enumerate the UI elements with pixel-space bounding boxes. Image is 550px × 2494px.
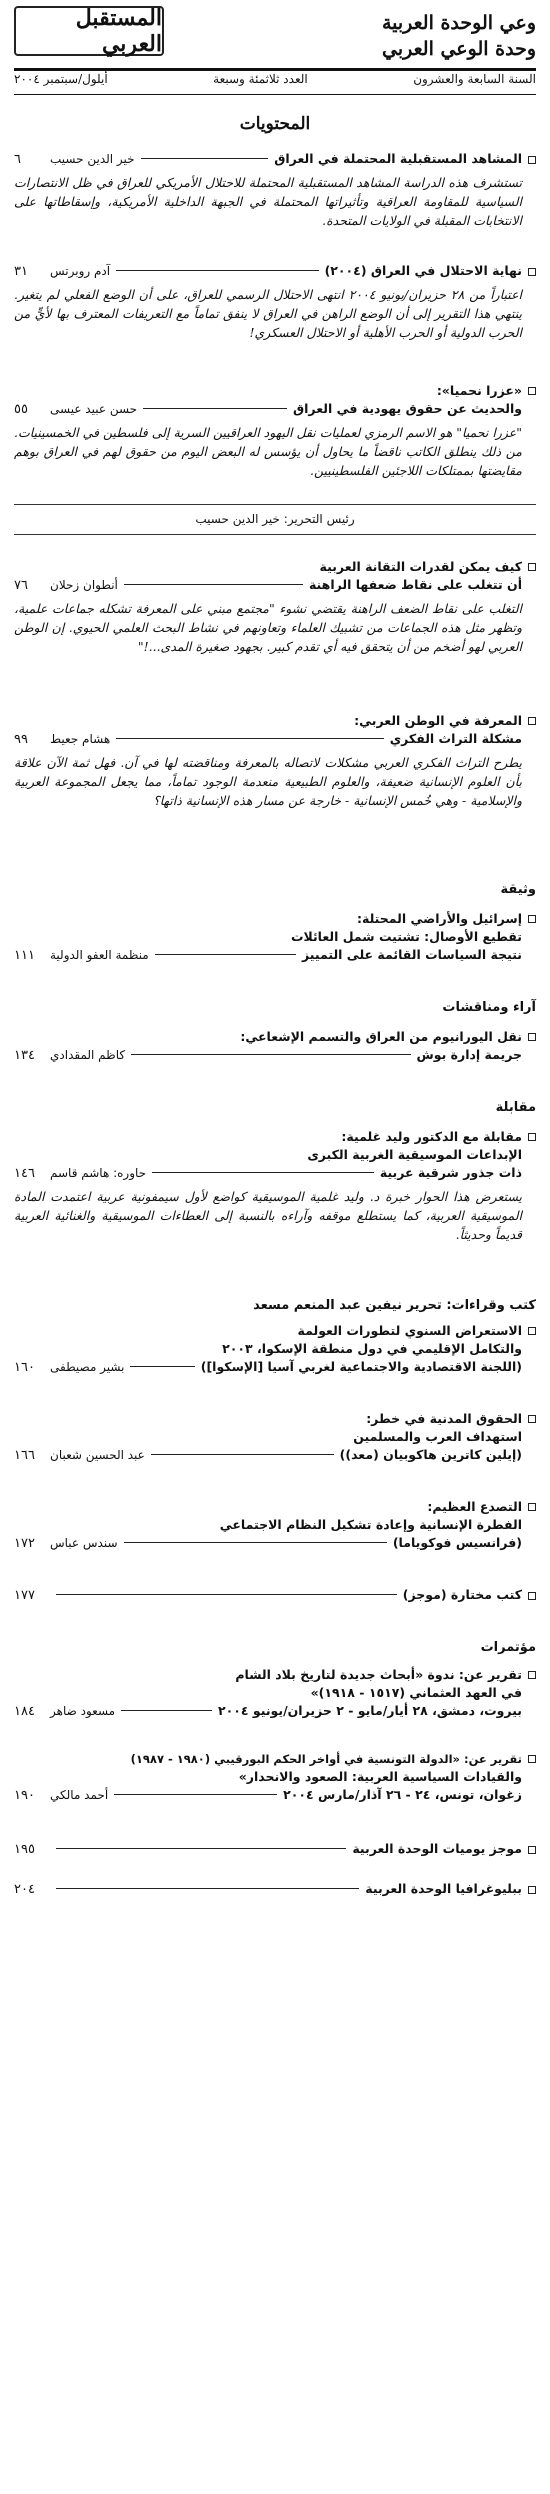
slogan xyxy=(382,10,536,62)
toc-entry[interactable] xyxy=(14,1498,536,1553)
toc-entry[interactable] xyxy=(14,1750,536,1805)
entry-author: عبد الحسين شعبان xyxy=(50,1448,145,1462)
entry-page: ١٧٧ xyxy=(14,1588,35,1603)
entry-page: ١٩٠ xyxy=(14,1788,35,1803)
entry-subtitle: ذات جذور شرقية عربية xyxy=(379,1165,522,1180)
bullet-box-icon xyxy=(528,1846,536,1854)
leader-line xyxy=(143,408,287,409)
entry-title: ببليوغرافيا الوحدة العربية xyxy=(365,1881,522,1896)
entry-abstract: اعتباراً من ٢٨ حزيران/يونيو ٢٠٠٤ انتهى الاحتلال الرسمي للعراق، على أن الوضع الفعلي لم يتغير. ينتهي هذا التقرير إلى أن الوضع الراهن في العراق لا ينفق تماماً مع التعريفات المعترف بها لأيٍّ من الحرب الدولية أو الحرب الأهلية أو الاحتلال العسكري! xyxy=(14,287,523,340)
toc-entry[interactable] xyxy=(14,1840,536,1859)
leader-line xyxy=(124,584,303,585)
entry-author: منظمة العفو الدولية xyxy=(50,948,149,962)
section-heading-conferences: مؤتمرات xyxy=(480,1640,536,1655)
journal-logo: المستقبل العربي xyxy=(14,6,164,56)
leader-line xyxy=(56,1594,397,1595)
entry-title: تقرير عن: «الدولة التونسية في أواخر الحكم البورقيبي (١٩٨٠ - ١٩٨٧) xyxy=(130,1752,522,1766)
toc-entry[interactable] xyxy=(14,382,536,480)
toc-entry[interactable] xyxy=(14,262,536,342)
entry-title: المشاهد المستقبلية المحتملة في العراق xyxy=(274,151,522,166)
bullet-box-icon xyxy=(528,1592,536,1600)
entry-page: ١٩٥ xyxy=(14,1842,35,1857)
entry-page: ١٤٦ xyxy=(14,1166,35,1181)
entry-page: ١٣٤ xyxy=(14,1048,35,1063)
entry-abstract: يستعرض هذا الحوار خبرة د. وليد غلمية الموسيقية كواضع لأول سيمفونية عربية اعتمدت المادة الموسيقية العربية، كما يستطلع موقفه وآراءه بالنسبة إلى العطاءات الموسيقية والغنائية العربية قديماً وحديثاً. xyxy=(14,1189,522,1242)
entry-subtitle: جريمة إدارة بوش xyxy=(416,1047,522,1062)
toc-entry[interactable] xyxy=(14,1128,536,1244)
divider xyxy=(14,534,536,535)
entry-title: إسرائيل والأراضي المحتلة: xyxy=(356,911,522,926)
entry-title: نقل اليورانيوم من العراق والتسمم الإشعاعي: xyxy=(240,1029,522,1044)
masthead xyxy=(14,6,536,68)
toc-entry[interactable] xyxy=(14,558,536,656)
entry-pretitle: «عزرا نحميا»: xyxy=(436,383,522,398)
entry-page: ١١١ xyxy=(14,948,35,963)
divider xyxy=(14,504,536,505)
issue-number: العدد ثلاثمئة وسبعة xyxy=(213,72,308,86)
entry-subtitle: بيروت، دمشق، ٢٨ أيار/مايو - ٢ حزيران/يونيو ٢٠٠٤ xyxy=(218,1703,522,1718)
entry-abstract: يطرح التراث الفكري العربي مشكلات لاتصاله بالمعرفة ومناقضته لها في آن. فهل ثمة الآن علاقة بأن العلوم الإنسانية ضعيفة، والعلوم الطبيعية منعدمة الوجود تماماً، مما يجعل المجموعة العربية والإسلامية - وهي خُمس الإنسانية - خارجة عن مسار هذه الإنسانية ذاتها؟ xyxy=(14,755,522,808)
bullet-box-icon xyxy=(528,1503,536,1511)
entry-subtitle: (إيلين كاترين هاكوبيان (معد)) xyxy=(339,1447,522,1462)
issue-year: السنة السابعة والعشرون xyxy=(413,72,536,86)
issue-info xyxy=(14,72,536,92)
bullet-box-icon xyxy=(528,717,536,725)
entry-page: ١٧٢ xyxy=(14,1536,35,1551)
toc-entry[interactable] xyxy=(14,1322,536,1377)
entry-author: خير الدين حسيب xyxy=(50,152,135,166)
leader-line xyxy=(116,738,384,739)
entry-author: بشير مصيطفى xyxy=(50,1360,125,1374)
entry-author: أحمد مالكي xyxy=(50,1788,109,1802)
entry-page: ٩٩ xyxy=(14,732,28,747)
entry-subtitle: والتكامل الإقليمي في دول منطقة الإسكوا، ٢٠٠٣ xyxy=(222,1341,522,1356)
entry-abstract: التغلب على نقاط الضعف الراهنة يقتضي نشوء "مجتمع مبني على المعرفة تشكله جماعات علمية، وتظهر مثل هذه الجماعات من تشبيك العلماء وتعاونهم في نشاط البحث العلمي الحيوي. إن الوطن العربي لهو أضخم من أن يتحقق فيه أي تقدم كبير. بجهود صغيرة المدى...!" xyxy=(14,601,522,654)
bullet-box-icon xyxy=(528,1033,536,1041)
leader-line xyxy=(56,1848,346,1849)
leader-line xyxy=(121,1710,212,1711)
toc-entry[interactable] xyxy=(14,1666,536,1721)
entry-page: ٢٠٤ xyxy=(14,1882,35,1897)
entry-page: ١٨٤ xyxy=(14,1704,35,1719)
section-heading-opinions: آراء ومناقشات xyxy=(442,1000,536,1015)
entry-subtitle: الإبداعات الموسيقية الغربية الكبرى xyxy=(307,1147,522,1162)
entry-abstract: تستشرف هذه الدراسة المشاهد المستقبلية المحتملة للاحتلال الأمريكي للعراق في ظل الانتصارات السياسية للمقاومة العراقية وتأثيراتها المحتملة في الجبهة الداخلية الأمريكية، وإسقاطاتها على الانتخابات المقبلة في الولايات المتحدة. xyxy=(14,175,522,228)
entry-subtitle: نتيجة السياسات القائمة على التمييز xyxy=(302,947,522,962)
entry-subtitle: (فرانسيس فوكوياما) xyxy=(392,1535,522,1550)
toc-entry[interactable] xyxy=(14,1880,536,1899)
toc-entry[interactable] xyxy=(14,150,536,230)
entry-title: الحقوق المدنية في خطر: xyxy=(366,1411,522,1426)
leader-line xyxy=(155,954,296,955)
entry-author: كاظم المقدادي xyxy=(50,1048,126,1062)
entry-page: ٥٥ xyxy=(14,402,28,417)
entry-title: التصدع العظيم: xyxy=(427,1499,522,1514)
entry-page: ١٦٦ xyxy=(14,1448,35,1463)
section-heading-document: وثيقة xyxy=(500,882,536,897)
toc-entry[interactable] xyxy=(14,910,536,965)
entry-subtitle: الفطرة الإنسانية وإعادة تشكيل النظام الاجتماعي xyxy=(219,1517,522,1532)
entry-title: الاستعراض السنوي لتطورات العولمة xyxy=(297,1323,522,1338)
editor-line: رئيس التحرير: خير الدين حسيب xyxy=(195,512,355,526)
entry-title: نهاية الاحتلال في العراق (٢٠٠٤) xyxy=(324,263,522,278)
bullet-box-icon xyxy=(528,1886,536,1894)
entry-page: ١٦٠ xyxy=(14,1360,35,1375)
entry-title: موجز يوميات الوحدة العربية xyxy=(352,1841,522,1856)
entry-author: آدم روبرتس xyxy=(50,264,111,278)
slogan-line-1: وعي الوحدة العربية xyxy=(381,12,536,34)
leader-line xyxy=(152,1172,374,1173)
entry-author: هشام جعيط xyxy=(50,732,111,746)
leader-line xyxy=(116,270,318,271)
bullet-box-icon xyxy=(528,268,536,276)
toc-entry[interactable] xyxy=(14,1410,536,1465)
entry-subtitle: زغوان، تونس، ٢٤ - ٢٦ آذار/مارس ٢٠٠٤ xyxy=(283,1787,522,1802)
entry-page: ٦ xyxy=(14,152,21,167)
bullet-box-icon xyxy=(528,1327,536,1335)
toc-entry[interactable] xyxy=(14,1028,536,1065)
leader-line xyxy=(56,1888,359,1889)
contents-title: المحتويات xyxy=(239,114,311,134)
entry-subtitle: أن تتغلب على نقاط ضعفها الراهنة xyxy=(308,577,522,592)
slogan-line-2: وحدة الوعي العربي xyxy=(382,38,536,60)
entry-page: ٣١ xyxy=(14,264,28,279)
entry-title: والحديث عن حقوق يهودية في العراق xyxy=(292,401,522,416)
entry-title: تقرير عن: ندوة «أبحاث جديدة لتاريخ بلاد الشام xyxy=(235,1667,522,1682)
entry-page: ٧٦ xyxy=(14,578,28,593)
issue-rule xyxy=(14,94,536,95)
entry-author: مسعود ضاهر xyxy=(50,1704,116,1718)
section-heading-books: كتب وقراءات: تحرير نيفين عبد المنعم مسعد xyxy=(253,1298,536,1313)
bullet-box-icon xyxy=(528,156,536,164)
section-heading-interview: مقابلة xyxy=(495,1100,536,1115)
entry-subtitle: في العهد العثماني (١٥١٧ - ١٩١٨)» xyxy=(310,1685,522,1700)
entry-abstract: "عزرا نحميا" هو الاسم الرمزي لعمليات نقل اليهود العراقيين السرية إلى فلسطين في الخمسينيات. من ذلك ينطلق الكاتب ناقضاً ما يحاول أن يؤسس له البعض اليوم من حقوق لهم في العراق بوهم مقايضتها بممتلكات اللاجئين الفلسطينيين. xyxy=(14,425,522,478)
entry-author: سندس عباس xyxy=(50,1536,118,1550)
entry-author: حاوره: هاشم قاسم xyxy=(50,1166,147,1180)
entry-author: أنطوان زحلان xyxy=(50,578,118,592)
entry-subtitle: تقطيع الأوصال: تشتيت شمل العائلات xyxy=(290,929,522,944)
bullet-box-icon xyxy=(528,563,536,571)
entry-subtitle: مشكلة التراث الفكري xyxy=(389,731,522,746)
bullet-box-icon xyxy=(528,1671,536,1679)
leader-line xyxy=(141,158,269,159)
leader-line xyxy=(114,1794,277,1795)
entry-subtitle: استهداف العرب والمسلمين xyxy=(353,1429,522,1444)
bullet-box-icon xyxy=(528,915,536,923)
entry-author: حسن عبيد عيسى xyxy=(50,402,138,416)
entry-title: كتب مختارة (موجز) xyxy=(402,1587,522,1602)
entry-title: كيف يمكن لقدرات التقانة العربية xyxy=(319,559,522,574)
leader-line xyxy=(151,1454,334,1455)
bullet-box-icon xyxy=(528,387,536,395)
leader-line xyxy=(130,1366,194,1367)
entry-subtitle: (اللجنة الاقتصادية والاجتماعية لغربي آسيا [الإسكوا]) xyxy=(200,1359,522,1374)
bullet-box-icon xyxy=(528,1415,536,1423)
entry-title: المعرفة في الوطن العربي: xyxy=(354,713,522,728)
entry-title: مقابلة مع الدكتور وليد غلمية: xyxy=(341,1129,522,1144)
entry-subtitle: والقيادات السياسية العربية: الصعود والانحدار» xyxy=(238,1769,522,1784)
masthead-rule xyxy=(14,68,536,71)
leader-line xyxy=(124,1542,387,1543)
toc-entry[interactable] xyxy=(14,712,536,810)
issue-date: أيلول/سبتمبر ٢٠٠٤ xyxy=(14,72,108,86)
leader-line xyxy=(131,1054,410,1055)
bullet-box-icon xyxy=(528,1755,536,1763)
bullet-box-icon xyxy=(528,1133,536,1141)
toc-entry[interactable] xyxy=(14,1586,536,1605)
